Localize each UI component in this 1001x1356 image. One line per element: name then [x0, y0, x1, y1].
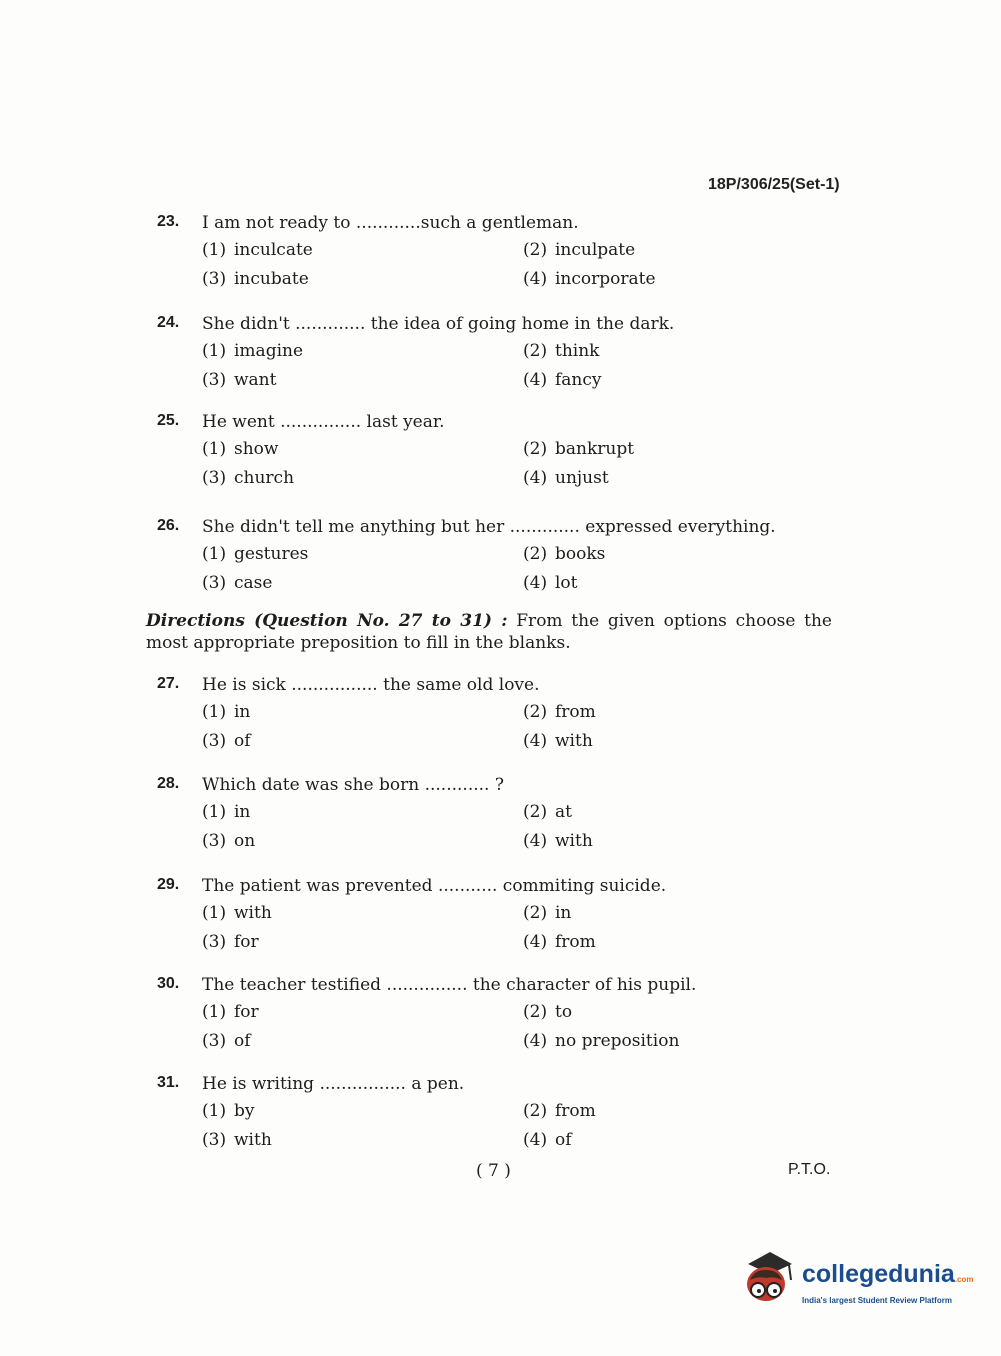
question-text: She didn't ............. the idea of going home in the dark.: [202, 314, 675, 334]
question-text: Which date was she born ............ ?: [202, 775, 504, 795]
question-text: She didn't tell me anything but her ............. expressed everything.: [202, 517, 776, 537]
question-30: [0, 975, 1001, 1065]
option-2: (2) to: [523, 1002, 573, 1022]
option-3: (3) on: [202, 831, 256, 851]
option-4: (4) unjust: [523, 468, 609, 488]
option-3: (3) of: [202, 1031, 251, 1051]
page-number: ( 7 ): [476, 1161, 511, 1181]
question-25: [0, 412, 1001, 502]
question-31: [0, 1074, 1001, 1164]
option-1: (1) show: [202, 439, 279, 459]
question-26: [0, 517, 1001, 607]
question-text: The teacher testified ............... the character of his pupil.: [202, 975, 697, 995]
option-1: (1) by: [202, 1101, 255, 1121]
question-text: The patient was prevented ........... commiting suicide.: [202, 876, 667, 896]
option-4: (4) from: [523, 932, 596, 952]
option-1: (1) imagine: [202, 341, 304, 361]
question-number: 30.: [157, 975, 180, 992]
option-4: (4) fancy: [523, 370, 602, 390]
option-4: (4) of: [523, 1130, 572, 1150]
option-1: (1) in: [202, 802, 251, 822]
option-3: (3) for: [202, 932, 259, 952]
question-text: He is writing ................ a pen.: [202, 1074, 465, 1094]
option-4: (4) lot: [523, 573, 578, 593]
logo-tagline: India's largest Student Review Platform: [802, 1296, 952, 1305]
question-number: 23.: [157, 213, 180, 230]
question-number: 27.: [157, 675, 180, 692]
question-text: I am not ready to ............such a gentleman.: [202, 213, 579, 233]
option-3: (3) incubate: [202, 269, 309, 289]
question-number: 28.: [157, 775, 180, 792]
option-3: (3) church: [202, 468, 295, 488]
option-2: (2) books: [523, 544, 606, 564]
option-1: (1) for: [202, 1002, 259, 1022]
question-27: [0, 675, 1001, 765]
option-3: (3) with: [202, 1130, 272, 1150]
option-2: (2) think: [523, 341, 600, 361]
mascot-icon: [740, 1250, 802, 1312]
option-2: (2) in: [523, 903, 572, 923]
option-2: (2) inculpate: [523, 240, 636, 260]
question-number: 24.: [157, 314, 180, 331]
question-text: He went ............... last year.: [202, 412, 445, 432]
option-4: (4) with: [523, 731, 593, 751]
option-2: (2) bankrupt: [523, 439, 635, 459]
collegedunia-logo: [740, 1250, 974, 1320]
option-1: (1) gestures: [202, 544, 309, 564]
question-text: He is sick ................ the same old love.: [202, 675, 540, 695]
option-3: (3) of: [202, 731, 251, 751]
option-2: (2) from: [523, 702, 596, 722]
question-29: [0, 876, 1001, 966]
directions-text: From the given options choose the most appropriate preposition to fill in the blanks.: [146, 611, 832, 653]
option-1: (1) inculcate: [202, 240, 313, 260]
question-number: 29.: [157, 876, 180, 893]
logo-wordmark: collegedunia.com: [802, 1260, 974, 1288]
question-28: [0, 775, 1001, 865]
option-3: (3) want: [202, 370, 277, 390]
option-2: (2) from: [523, 1101, 596, 1121]
option-3: (3) case: [202, 573, 273, 593]
option-1: (1) in: [202, 702, 251, 722]
option-4: (4) no preposition: [523, 1031, 680, 1051]
option-4: (4) with: [523, 831, 593, 851]
directions-lead: Directions (Question No. 27 to 31) :: [146, 611, 508, 631]
question-23: [0, 213, 1001, 303]
paper-code: 18P/306/25(Set-1): [708, 176, 840, 193]
option-4: (4) incorporate: [523, 269, 656, 289]
option-2: (2) at: [523, 802, 572, 822]
question-number: 25.: [157, 412, 180, 429]
question-24: [0, 314, 1001, 404]
question-number: 31.: [157, 1074, 180, 1091]
directions: [146, 610, 832, 654]
option-1: (1) with: [202, 903, 272, 923]
pto-label: P.T.O.: [788, 1161, 831, 1178]
question-number: 26.: [157, 517, 180, 534]
